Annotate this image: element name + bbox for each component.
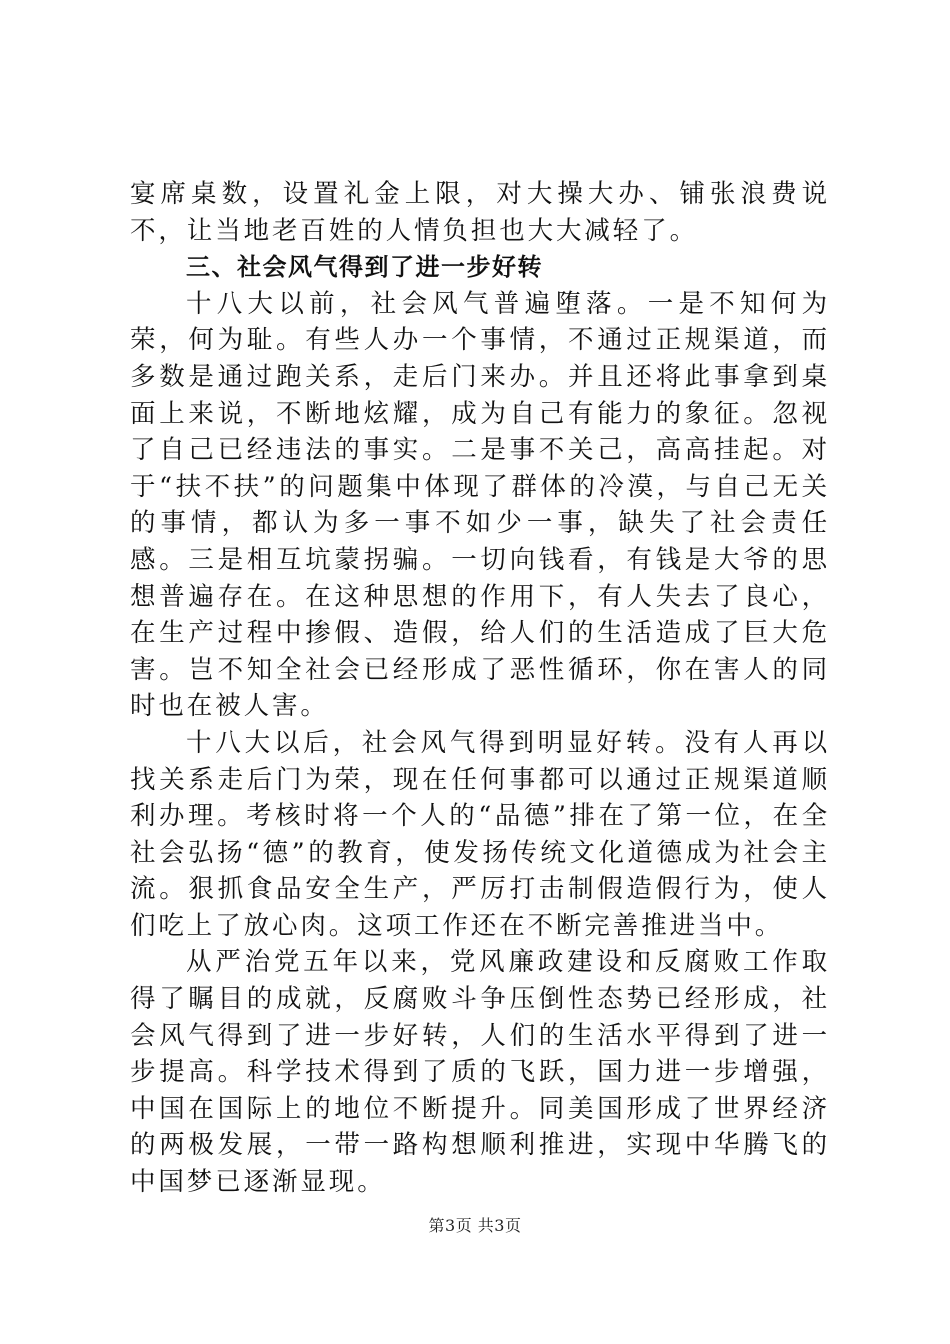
paragraph-continued: 宴席桌数，设置礼金上限，对大操大办、铺张浪费说不，让当地老百姓的人情负担也大大减轻了。: [130, 179, 830, 246]
section-heading: 三、社会风气得到了进一步好转: [186, 253, 543, 282]
paragraph-after-18th: 十八大以后，社会风气得到明显好转。没有人再以找关系走后门为荣，现在任何事都可以通过正规渠道顺利办理。考核时将一个人的“品德”排在了第一位，在全社会弘扬“德”的教育，使发扬传统文化道德成为社会主流。狠抓食品安全生产，严厉打击制假造假行为，使人们吃上了放心肉。这项工作还在不断完善推进当中。: [130, 727, 830, 941]
paragraph-five-years: 从严治党五年以来，党风廉政建设和反腐败工作取得了瞩目的成就，反腐败斗争压倒性态势已经形成，社会风气得到了进一步好转，人们的生活水平得到了进一步提高。科学技术得到了质的飞跃，国力进一步增强，中国在国际上的地位不断提升。同美国形成了世界经济的两极发展，一带一路构想顺利推进，实现中华腾飞的中国梦已逐渐显现。: [130, 947, 830, 1198]
document-body: [130, 176, 830, 1201]
page-footer: 第3页 共3页: [428, 1216, 522, 1235]
paragraph-before-18th: 十八大以前，社会风气普遍堕落。一是不知何为荣，何为耻。有些人办一个事情，不通过正规渠道，而多数是通过跑关系，走后门来办。并且还将此事拿到桌面上来说，不断地炫耀，成为自己有能力的象征。忽视了自己已经违法的事实。二是事不关己，高高挂起。对于“扶不扶”的问题集中体现了群体的冷漠，与自己无关的事情，都认为多一事不如少一事，缺失了社会责任感。三是相互坑蒙拐骗。一切向钱看，有钱是大爷的思想普遍存在。在这种思想的作用下，有人失去了良心，在生产过程中掺假、造假，给人们的生活造成了巨大危害。岂不知全社会已经形成了恶性循环，你在害人的同时也在被人害。: [130, 288, 830, 722]
